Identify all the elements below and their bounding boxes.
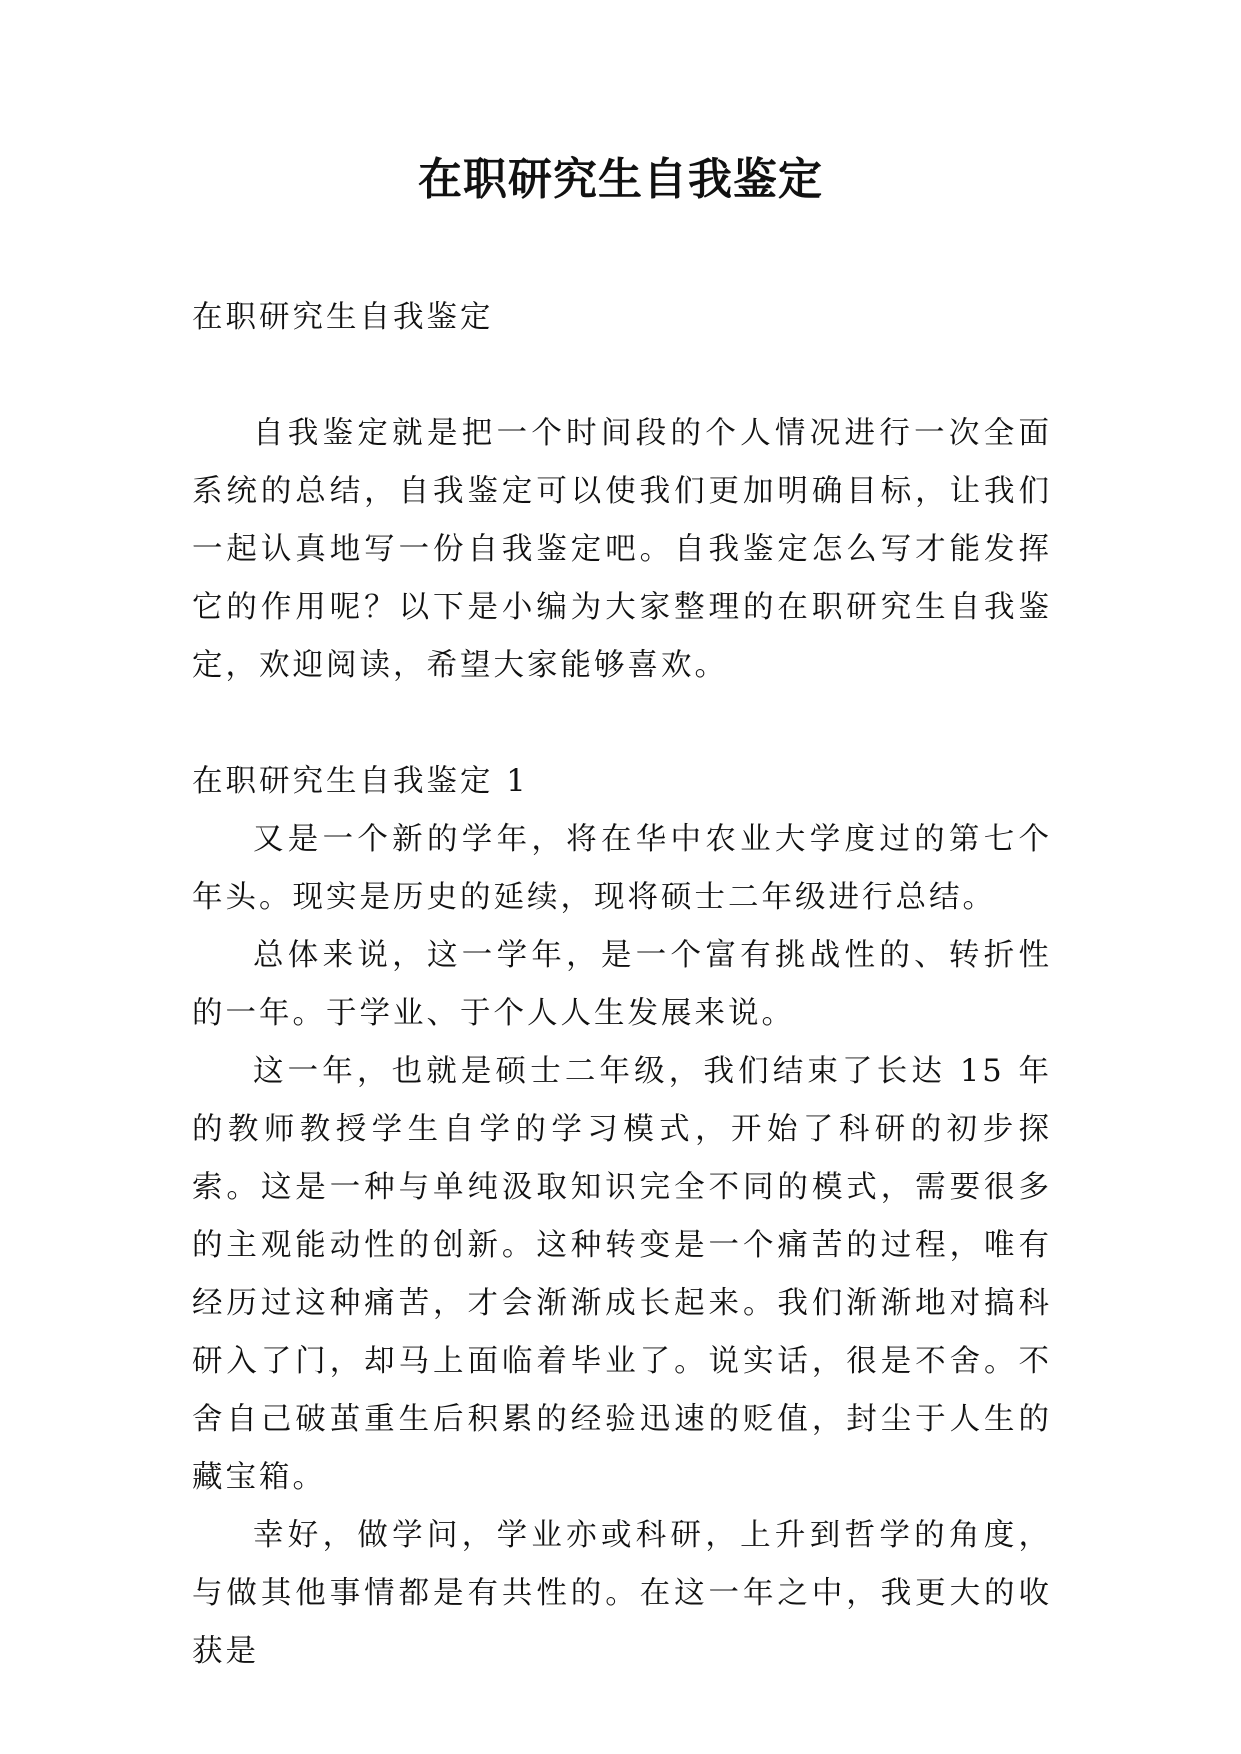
intro-paragraph: 自我鉴定就是把一个时间段的个人情况进行一次全面系统的总结，自我鉴定可以使我们更加明确目标，让我们一起认真地写一份自我鉴定吧。自我鉴定怎么写才能发挥它的作用呢？以下是小编为大家整理的在职研究生自我鉴定，欢迎阅读，希望大家能够喜欢。 [192,416,1052,683]
document-title: 在职研究生自我鉴定 [418,154,823,205]
document-body [192,289,1052,1681]
body-paragraph-2: 总体来说，这一学年，是一个富有挑战性的、转折性的一年。于学业、于个人人生发展来说。 [192,938,1052,1031]
body-paragraph-4: 幸好，做学问，学业亦或科研，上升到哲学的角度，与做其他事情都是有共性的。在这一年之中，我更大的收获是 [192,1518,1052,1669]
document-subtitle: 在职研究生自我鉴定 [192,300,494,335]
body-paragraph-1: 又是一个新的学年，将在华中农业大学度过的第七个年头。现实是历史的延续，现将硕士二年级进行总结。 [192,822,1052,915]
section-heading: 在职研究生自我鉴定 1 [192,764,529,799]
body-paragraph-3: 这一年，也就是硕士二年级，我们结束了长达 15 年的教师教授学生自学的学习模式，开始了科研的初步探索。这是一种与单纯汲取知识完全不同的模式，需要很多的主观能动性的创新。这种转变是一个痛苦的过程，唯有经历过这种痛苦，才会渐渐成长起来。我们渐渐地对搞科研入了门，却马上面临着毕业了。说实话，很是不舍。不舍自己破茧重生后积累的经验迅速的贬值，封尘于人生的藏宝箱。 [192,1054,1052,1495]
